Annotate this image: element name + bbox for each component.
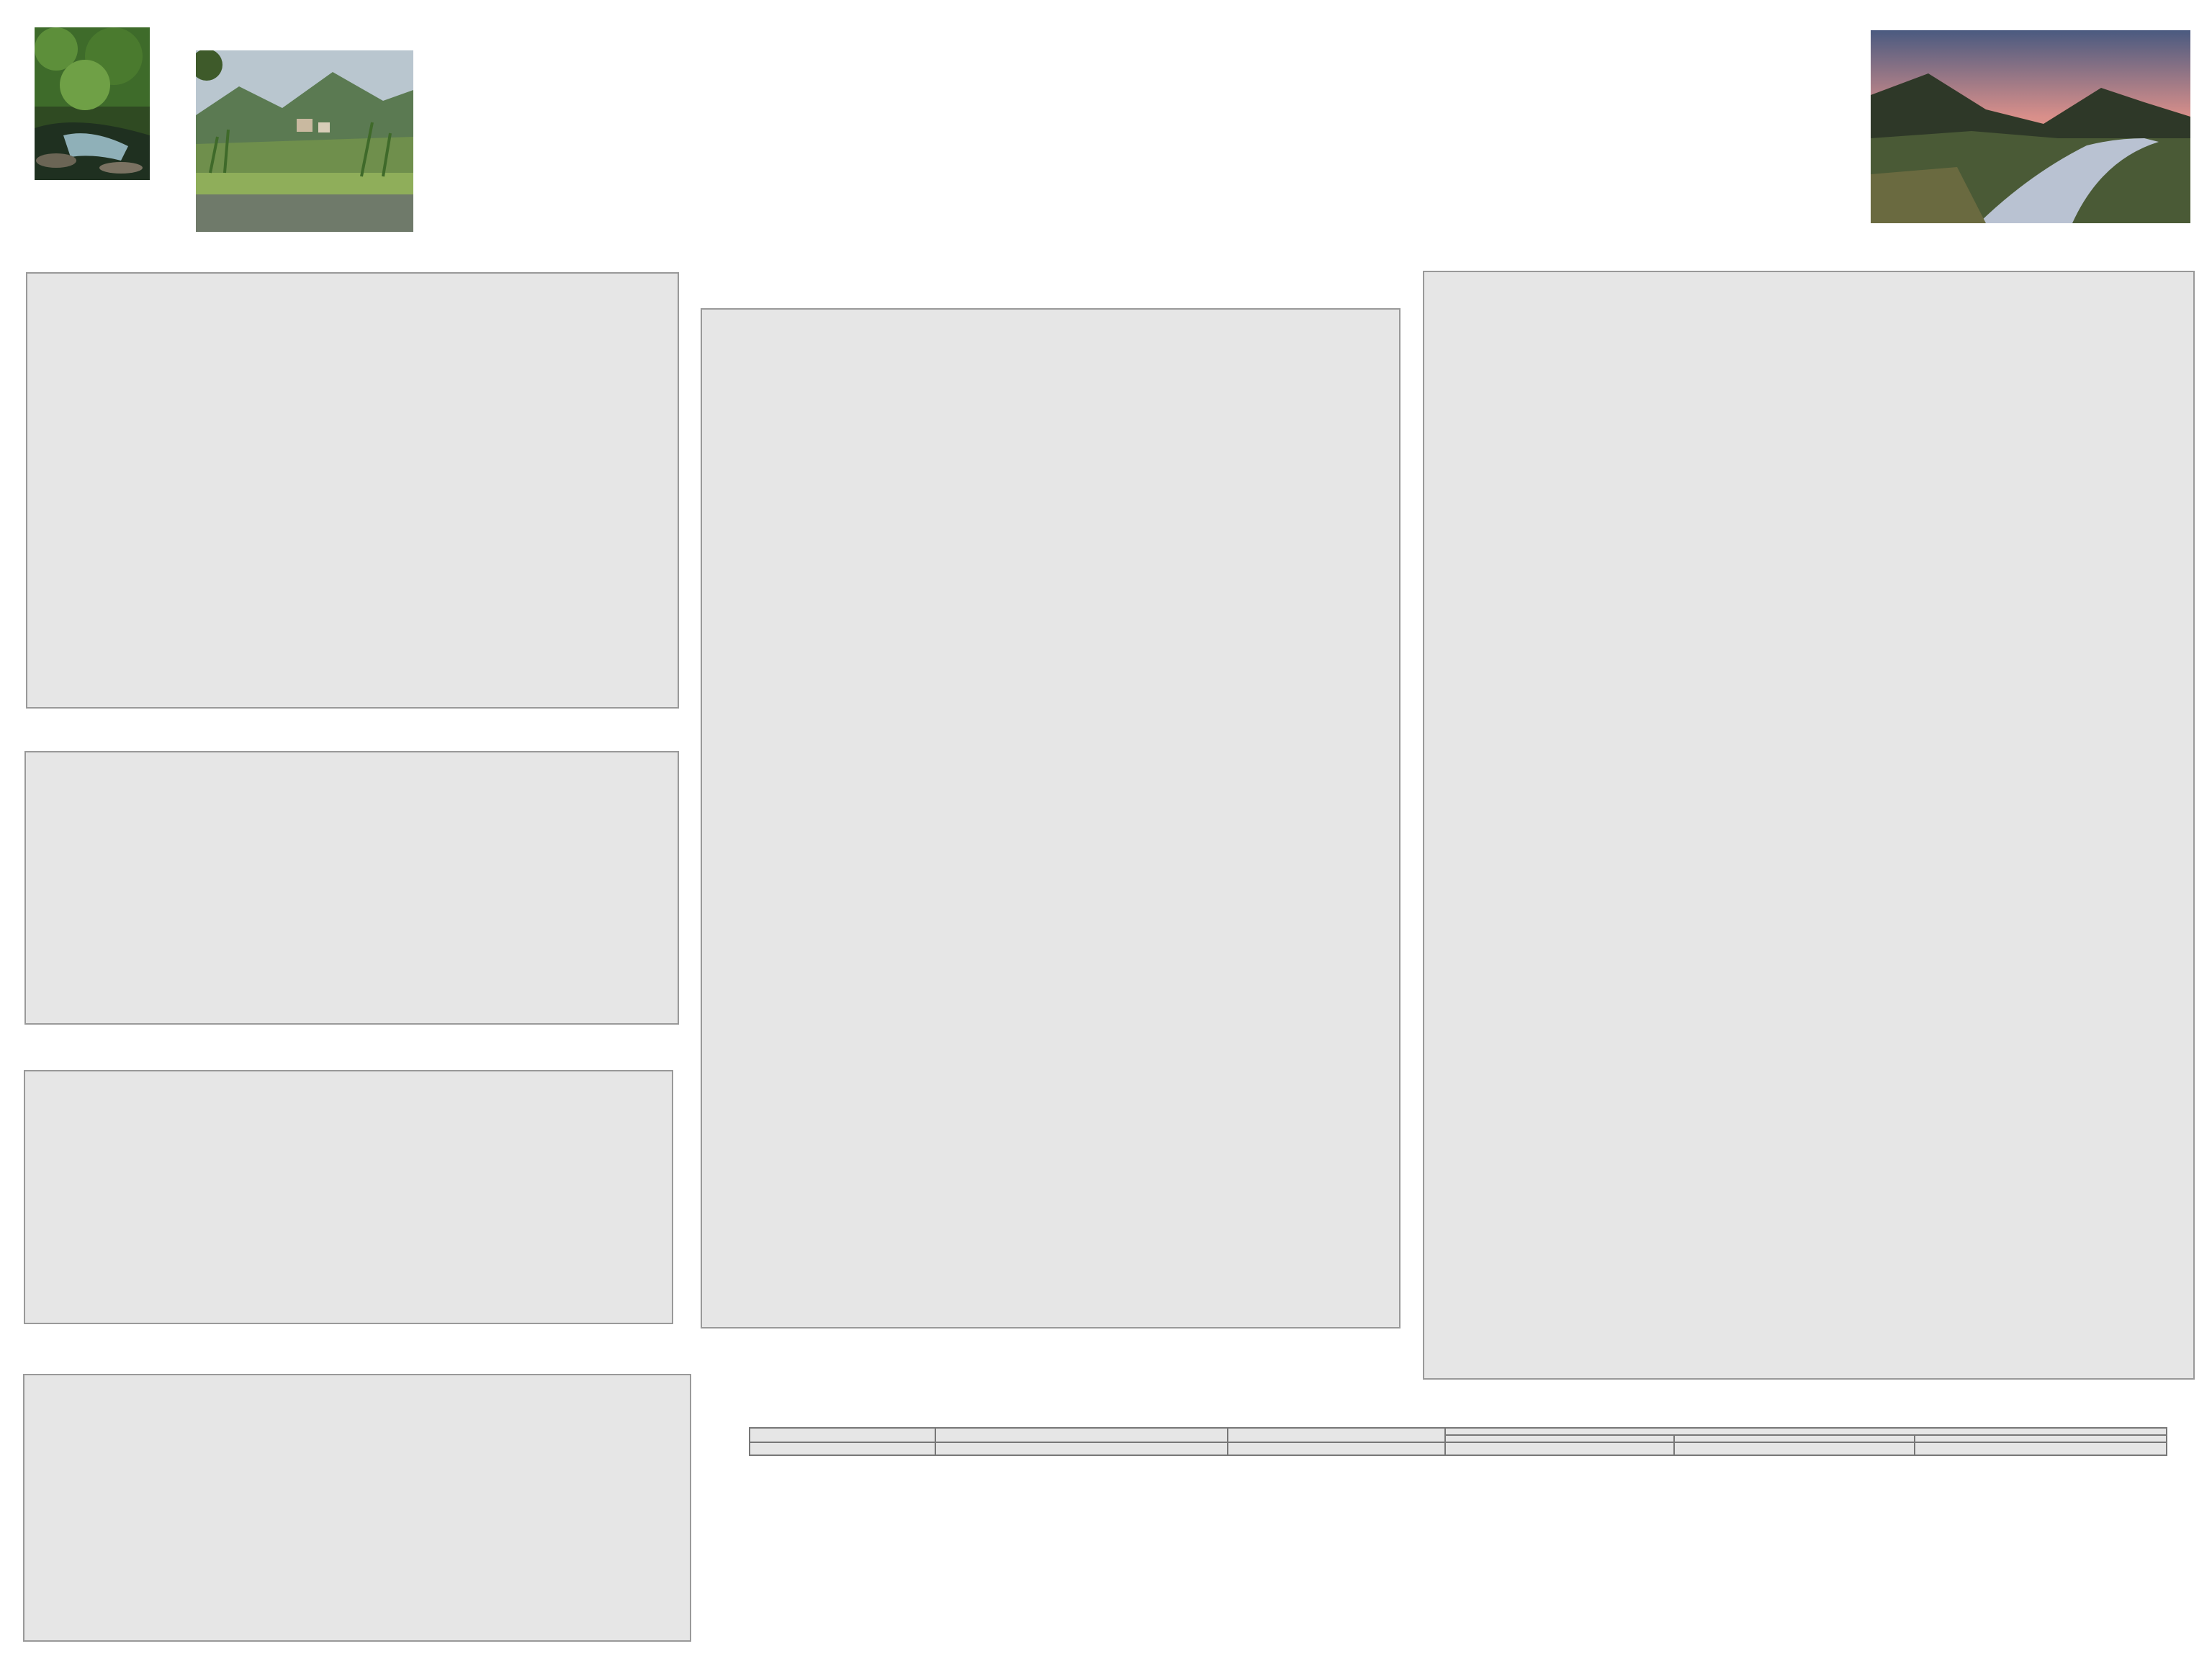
complexity-concepts-panel	[24, 1070, 673, 1324]
photo-village-river	[196, 50, 413, 232]
matrix-intermediate-cell	[1674, 1442, 1915, 1455]
education-panel	[24, 751, 679, 1025]
matrix-header-row-1	[750, 1428, 2167, 1435]
matrix-key-term-cell	[750, 1428, 935, 1442]
abstract-panel	[26, 272, 679, 709]
matrix-cat-excellent	[1915, 1435, 2167, 1442]
matrix-cat-minimal	[1445, 1435, 1674, 1442]
matrix-minimal-cell	[1445, 1442, 1674, 1455]
matrix-notes-cell	[935, 1442, 1228, 1455]
data-quality-panel	[1423, 271, 2195, 1380]
handbook-panel	[701, 308, 1401, 1328]
acknowledgements-panel	[23, 1374, 691, 1642]
matrix-notes-header	[935, 1428, 1228, 1442]
matrix-topic-cell	[750, 1442, 935, 1455]
ack-p2	[53, 1384, 661, 1400]
collaborators	[552, 131, 1761, 154]
matrix-row-maintenance	[750, 1442, 2167, 1455]
matrix-question-header	[1228, 1428, 1445, 1442]
matrix-categories-header	[1445, 1428, 2167, 1435]
data-quality-matrix	[749, 1427, 2167, 1456]
collaborators-line	[552, 131, 1761, 147]
matrix-excellent-cell	[1915, 1442, 2167, 1455]
photo-mountain-river-sunset	[1871, 30, 2190, 223]
photo-tropical-stream	[35, 27, 150, 180]
matrix-cat-intermediate	[1674, 1435, 1915, 1442]
matrix-question-cell	[1228, 1442, 1445, 1455]
